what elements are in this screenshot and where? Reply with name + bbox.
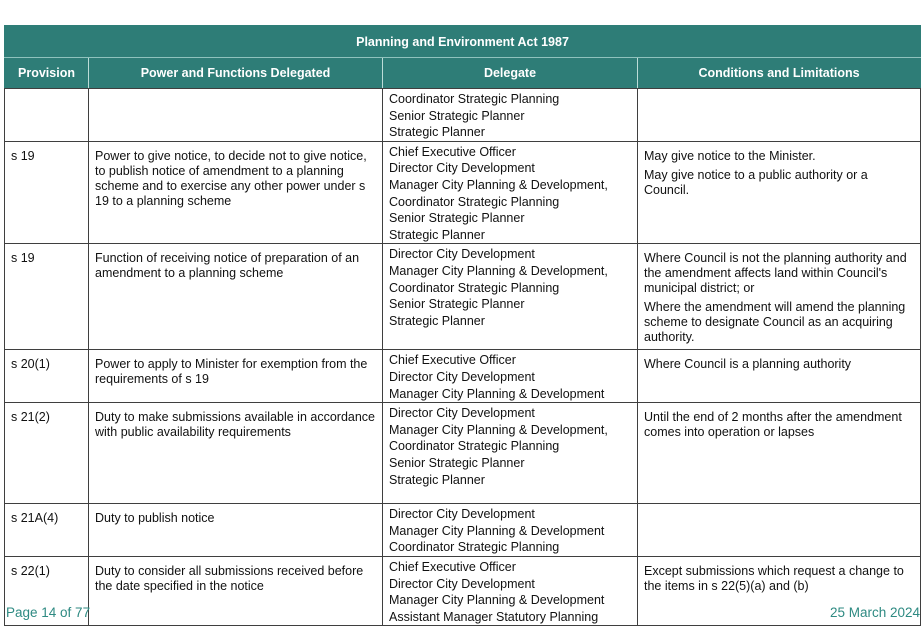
delegate-item: Coordinator Strategic Planning xyxy=(389,439,560,454)
condition-item: Where Council is not the planning authority and the amendment affects land within Council's municipal district; or xyxy=(644,251,907,296)
delegate-item: Assistant Manager Statutory Planning xyxy=(389,609,599,624)
delegate-item: Manager City Planning & Development xyxy=(389,593,605,608)
delegate-item: Coordinator Strategic Planning xyxy=(389,194,560,209)
delegate-cell xyxy=(383,403,638,504)
table-row xyxy=(5,504,921,557)
delegate-cell xyxy=(383,556,638,625)
delegate-item: Chief Executive Officer xyxy=(389,353,516,368)
delegate-item: Senior Strategic Planner xyxy=(389,211,525,226)
delegate-item: Senior Strategic Planner xyxy=(389,108,525,123)
table-body xyxy=(5,89,921,626)
header-power: Power and Functions Delegated xyxy=(89,58,383,89)
delegate-item: Director City Development xyxy=(389,369,535,384)
power-cell: Power to apply to Minister for exemption from the requirements of s 19 xyxy=(89,350,383,403)
condition-item: May give notice to the Minister. xyxy=(644,148,816,163)
table-header-row xyxy=(5,58,921,89)
delegate-item: Senior Strategic Planner xyxy=(389,455,525,470)
condition-item: Where the amendment will amend the planning scheme to designate Council as an acquiring authority. xyxy=(644,300,906,345)
delegate-item: Senior Strategic Planner xyxy=(389,297,525,312)
page-number: Page 14 of 77 xyxy=(6,605,91,620)
delegate-cell xyxy=(383,89,638,142)
conditions-cell xyxy=(638,141,921,244)
conditions-cell xyxy=(638,350,921,403)
condition-item: May give notice to a public authority or a Council. xyxy=(644,167,868,197)
delegate-cell xyxy=(383,350,638,403)
provision-cell xyxy=(5,89,89,142)
delegate-item: Manager City Planning & Development xyxy=(389,386,605,401)
delegate-item: Coordinator Strategic Planning xyxy=(389,540,560,555)
delegate-item: Manager City Planning & Development, xyxy=(389,263,608,278)
delegate-item: Director City Development xyxy=(389,576,535,591)
condition-item: Except submissions which request a change to the items in s 22(5)(a) and (b) xyxy=(644,563,904,593)
delegate-item: Strategic Planner xyxy=(389,125,485,140)
delegate-item: Director City Development xyxy=(389,247,535,262)
power-cell: Duty to make submissions available in accordance with public availability requirements xyxy=(89,403,383,504)
delegate-item: Coordinator Strategic Planning xyxy=(389,92,560,106)
delegate-item: Manager City Planning & Development xyxy=(389,523,605,538)
delegate-item: Strategic Planner xyxy=(389,472,485,487)
provision-cell: s 20(1) xyxy=(5,350,89,403)
power-cell: Power to give notice, to decide not to give notice, to publish notice of amendment to a planning scheme and to exercise any other power under s 19 to a planning scheme xyxy=(89,141,383,244)
provision-cell: s 19 xyxy=(5,244,89,350)
delegate-item: Strategic Planner xyxy=(389,227,485,242)
table-row xyxy=(5,556,921,625)
delegate-item: Coordinator Strategic Planning xyxy=(389,280,560,295)
delegate-cell xyxy=(383,141,638,244)
delegate-item: Strategic Planner xyxy=(389,313,485,328)
header-conditions: Conditions and Limitations xyxy=(638,58,921,89)
delegation-table xyxy=(4,25,921,626)
power-cell: Duty to publish notice xyxy=(89,504,383,557)
header-provision: Provision xyxy=(5,58,89,89)
delegate-item: Director City Development xyxy=(389,161,535,176)
table-row xyxy=(5,244,921,350)
conditions-cell xyxy=(638,504,921,557)
table-title-row xyxy=(5,26,921,58)
header-delegate: Delegate xyxy=(383,58,638,89)
table-row xyxy=(5,350,921,403)
document-date: 25 March 2024 xyxy=(829,605,920,620)
conditions-cell xyxy=(638,244,921,350)
delegate-item: Chief Executive Officer xyxy=(389,144,516,159)
delegate-item: Director City Development xyxy=(389,406,535,421)
table-row xyxy=(5,403,921,504)
condition-item: Where Council is a planning authority xyxy=(644,357,852,372)
conditions-cell xyxy=(638,89,921,142)
power-cell: Function of receiving notice of preparation of an amendment to a planning scheme xyxy=(89,244,383,350)
table-title: Planning and Environment Act 1987 xyxy=(5,26,921,58)
delegate-cell xyxy=(383,244,638,350)
conditions-cell xyxy=(638,403,921,504)
provision-cell: s 19 xyxy=(5,141,89,244)
power-cell xyxy=(89,89,383,142)
provision-cell: s 22(1) xyxy=(5,556,89,625)
provision-cell: s 21(2) xyxy=(5,403,89,504)
power-cell: Duty to consider all submissions received before the date specified in the notice xyxy=(89,556,383,625)
table-row xyxy=(5,89,921,142)
condition-item: Until the end of 2 months after the amendment comes into operation or lapses xyxy=(644,410,902,440)
table-row xyxy=(5,141,921,244)
delegate-item: Manager City Planning & Development, xyxy=(389,177,608,192)
delegate-item: Chief Executive Officer xyxy=(389,559,516,574)
delegate-cell xyxy=(383,504,638,557)
delegate-item: Manager City Planning & Development, xyxy=(389,422,608,437)
provision-cell: s 21A(4) xyxy=(5,504,89,557)
delegate-item: Director City Development xyxy=(389,507,535,522)
